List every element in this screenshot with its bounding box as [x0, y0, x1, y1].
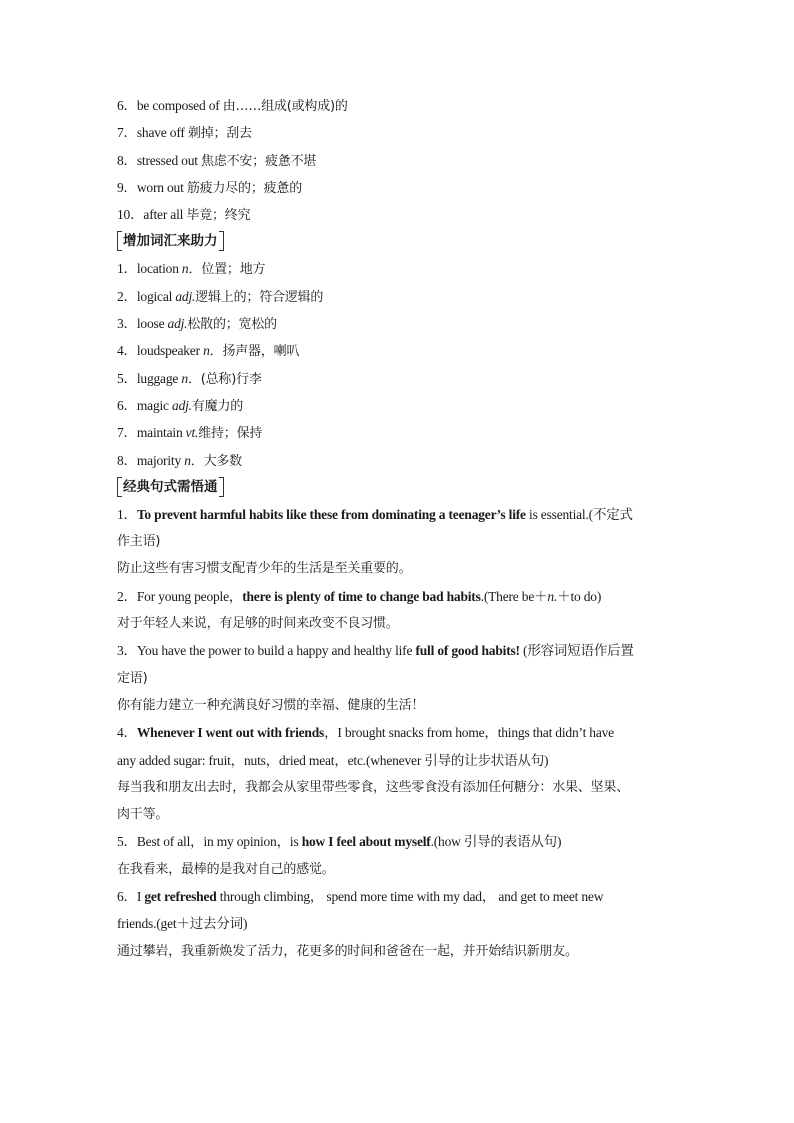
phrase-english: worn out — [136, 179, 187, 195]
phrase-number: 10． — [117, 207, 144, 223]
phrase-item — [117, 92, 682, 119]
vocab-part-of-speech: vt. — [185, 425, 199, 441]
sentence-4: 4．Whenever I went out with friends，I brought snacks from home，things that didn’t have — [117, 725, 614, 741]
vocab-item — [117, 419, 682, 446]
sentence-4-translation: 每当我和朋友出去时，我都会从家里带些零食，这些零食没有添加任何糖分：水果、坚果、 — [117, 779, 630, 795]
vocab-item — [117, 310, 682, 337]
vocab-part-of-speech: n — [181, 370, 188, 386]
sentence-1-note: 作主语) — [117, 534, 161, 550]
vocab-part-of-speech: n — [181, 261, 189, 277]
vocab-item — [117, 255, 682, 282]
sentence-3-note: 定语) — [117, 670, 148, 686]
vocab-number: 8． — [117, 452, 137, 468]
phrase-english: after all — [143, 207, 187, 223]
vocab-meaning: 位置；地方 — [201, 262, 266, 278]
phrase-chinese: 剃掉；刮去 — [187, 126, 252, 142]
sentence-4-line2: any added sugar: fruit，nuts，dried meat，etc.(whenever 引导的让步状语从句) — [117, 752, 549, 768]
vocab-separator: ． — [190, 453, 204, 469]
vocab-meaning: 松散的；宽松的 — [187, 317, 277, 333]
vocab-list — [117, 255, 682, 473]
vocab-part-of-speech: n — [203, 343, 210, 359]
sentence-5-translation: 在我看来，最棒的是我对自己的感觉。 — [117, 861, 335, 877]
section-heading-sentences: 经典句式需悟通 — [117, 476, 224, 498]
sentence-1: 1．To prevent harmful habits like these from dominating a teenager’s life is essential.(不定式 — [117, 506, 633, 522]
sentence-6-bold: get refreshed — [144, 889, 217, 905]
vocab-item — [117, 283, 682, 310]
phrase-number: 8． — [117, 152, 137, 168]
sentence-2-translation: 对于年轻人来说，有足够的时间来改变不良习惯。 — [117, 616, 399, 632]
vocab-number: 6． — [117, 397, 137, 413]
sentence-6-translation: 通过攀岩，我重新焕发了活力，花更多的时间和爸爸在一起，并开始结识新朋友。 — [117, 943, 578, 959]
phrase-item — [117, 174, 682, 201]
phrase-item — [117, 147, 682, 174]
sentence-3: 3．You have the power to build a happy and healthy life full of good habits! (形容词短语作后置 — [117, 643, 634, 659]
phrase-chinese: 筋疲力尽的；疲惫的 — [186, 180, 303, 196]
vocab-meaning: 扬声器，喇叭 — [222, 344, 300, 360]
vocab-word: magic — [136, 397, 173, 413]
vocab-meaning: 逻辑上的；符合逻辑的 — [195, 289, 324, 305]
phrase-chinese: 由……组成(或构成)的 — [222, 99, 348, 114]
vocab-item — [117, 365, 682, 392]
sentence-3-translation: 你有能力建立一种充满良好习惯的幸福、健康的生活！ — [117, 697, 425, 713]
phrase-chinese: 毕竟；终究 — [186, 208, 251, 224]
phrase-english: shave off — [136, 125, 188, 141]
vocab-meaning: (总称)行李 — [200, 371, 262, 387]
phrase-list — [117, 92, 682, 228]
phrase-item — [117, 119, 682, 146]
sentence-6-line2: friends.(get＋过去分词) — [117, 916, 248, 932]
document-page — [117, 92, 682, 965]
vocab-item — [117, 392, 682, 419]
vocab-number: 7． — [117, 425, 137, 441]
sentence-2-bold: there is plenty of time to change bad habits — [242, 588, 481, 604]
vocab-part-of-speech: adj. — [167, 316, 188, 332]
phrase-english: be composed of — [136, 98, 223, 113]
phrase-number: 7． — [117, 125, 137, 141]
vocab-separator: ． — [188, 262, 202, 278]
phrase-item — [117, 201, 682, 228]
sentence-6: 6．I get refreshed through climbing， spend more time with my dad， and get to meet new — [117, 889, 604, 905]
sentence-2: 2．For young people，there is plenty of time to change bad habits.(There be＋n.＋to do) — [117, 588, 602, 604]
vocab-separator: ． — [209, 344, 223, 360]
vocab-word: maintain — [136, 425, 186, 441]
vocab-item — [117, 447, 682, 474]
vocab-separator: ． — [187, 371, 201, 387]
vocab-word: location — [136, 261, 182, 277]
vocab-word: luggage — [136, 370, 182, 386]
phrase-number: 6． — [117, 98, 137, 113]
sentence-4-translation-cont: 肉干等。 — [117, 807, 169, 823]
vocab-number: 3． — [117, 316, 137, 332]
vocab-number: 5． — [117, 370, 137, 386]
sentence-1-bold: To prevent harmful habits like these from dominating a teenager’s life — [136, 506, 526, 522]
vocab-number: 2． — [117, 288, 137, 304]
vocab-word: loose — [136, 316, 168, 332]
sentence-1-translation: 防止这些有害习惯支配青少年的生活是至关重要的。 — [117, 561, 412, 577]
vocab-number: 4． — [117, 343, 137, 359]
sentence-3-bold: full of good habits! — [415, 643, 520, 659]
vocab-part-of-speech: n — [184, 452, 191, 468]
vocab-part-of-speech: adj. — [172, 397, 192, 413]
sentence-5-bold: how I feel about myself — [301, 834, 431, 850]
vocab-meaning: 有魔力的 — [191, 398, 244, 414]
vocab-word: majority — [136, 452, 185, 468]
vocab-number: 1． — [117, 261, 137, 277]
phrase-chinese: 焦虑不安；疲惫不堪 — [201, 153, 317, 169]
vocab-word: logical — [136, 288, 176, 304]
vocab-item — [117, 337, 682, 364]
vocab-meaning: 维持；保持 — [198, 426, 263, 442]
sentence-4-bold: Whenever I went out with friends — [136, 725, 325, 741]
phrase-number: 9． — [117, 179, 137, 195]
phrase-english: stressed out — [136, 152, 202, 168]
vocab-meaning: 大多数 — [203, 453, 242, 469]
section-heading-vocab: 增加词汇来助力 — [117, 230, 224, 252]
vocab-word: loudspeaker — [136, 343, 204, 359]
vocab-part-of-speech: adj. — [175, 288, 196, 304]
sentence-5: 5．Best of all，in my opinion，is how I feel about myself.(how 引导的表语从句) — [117, 834, 562, 850]
